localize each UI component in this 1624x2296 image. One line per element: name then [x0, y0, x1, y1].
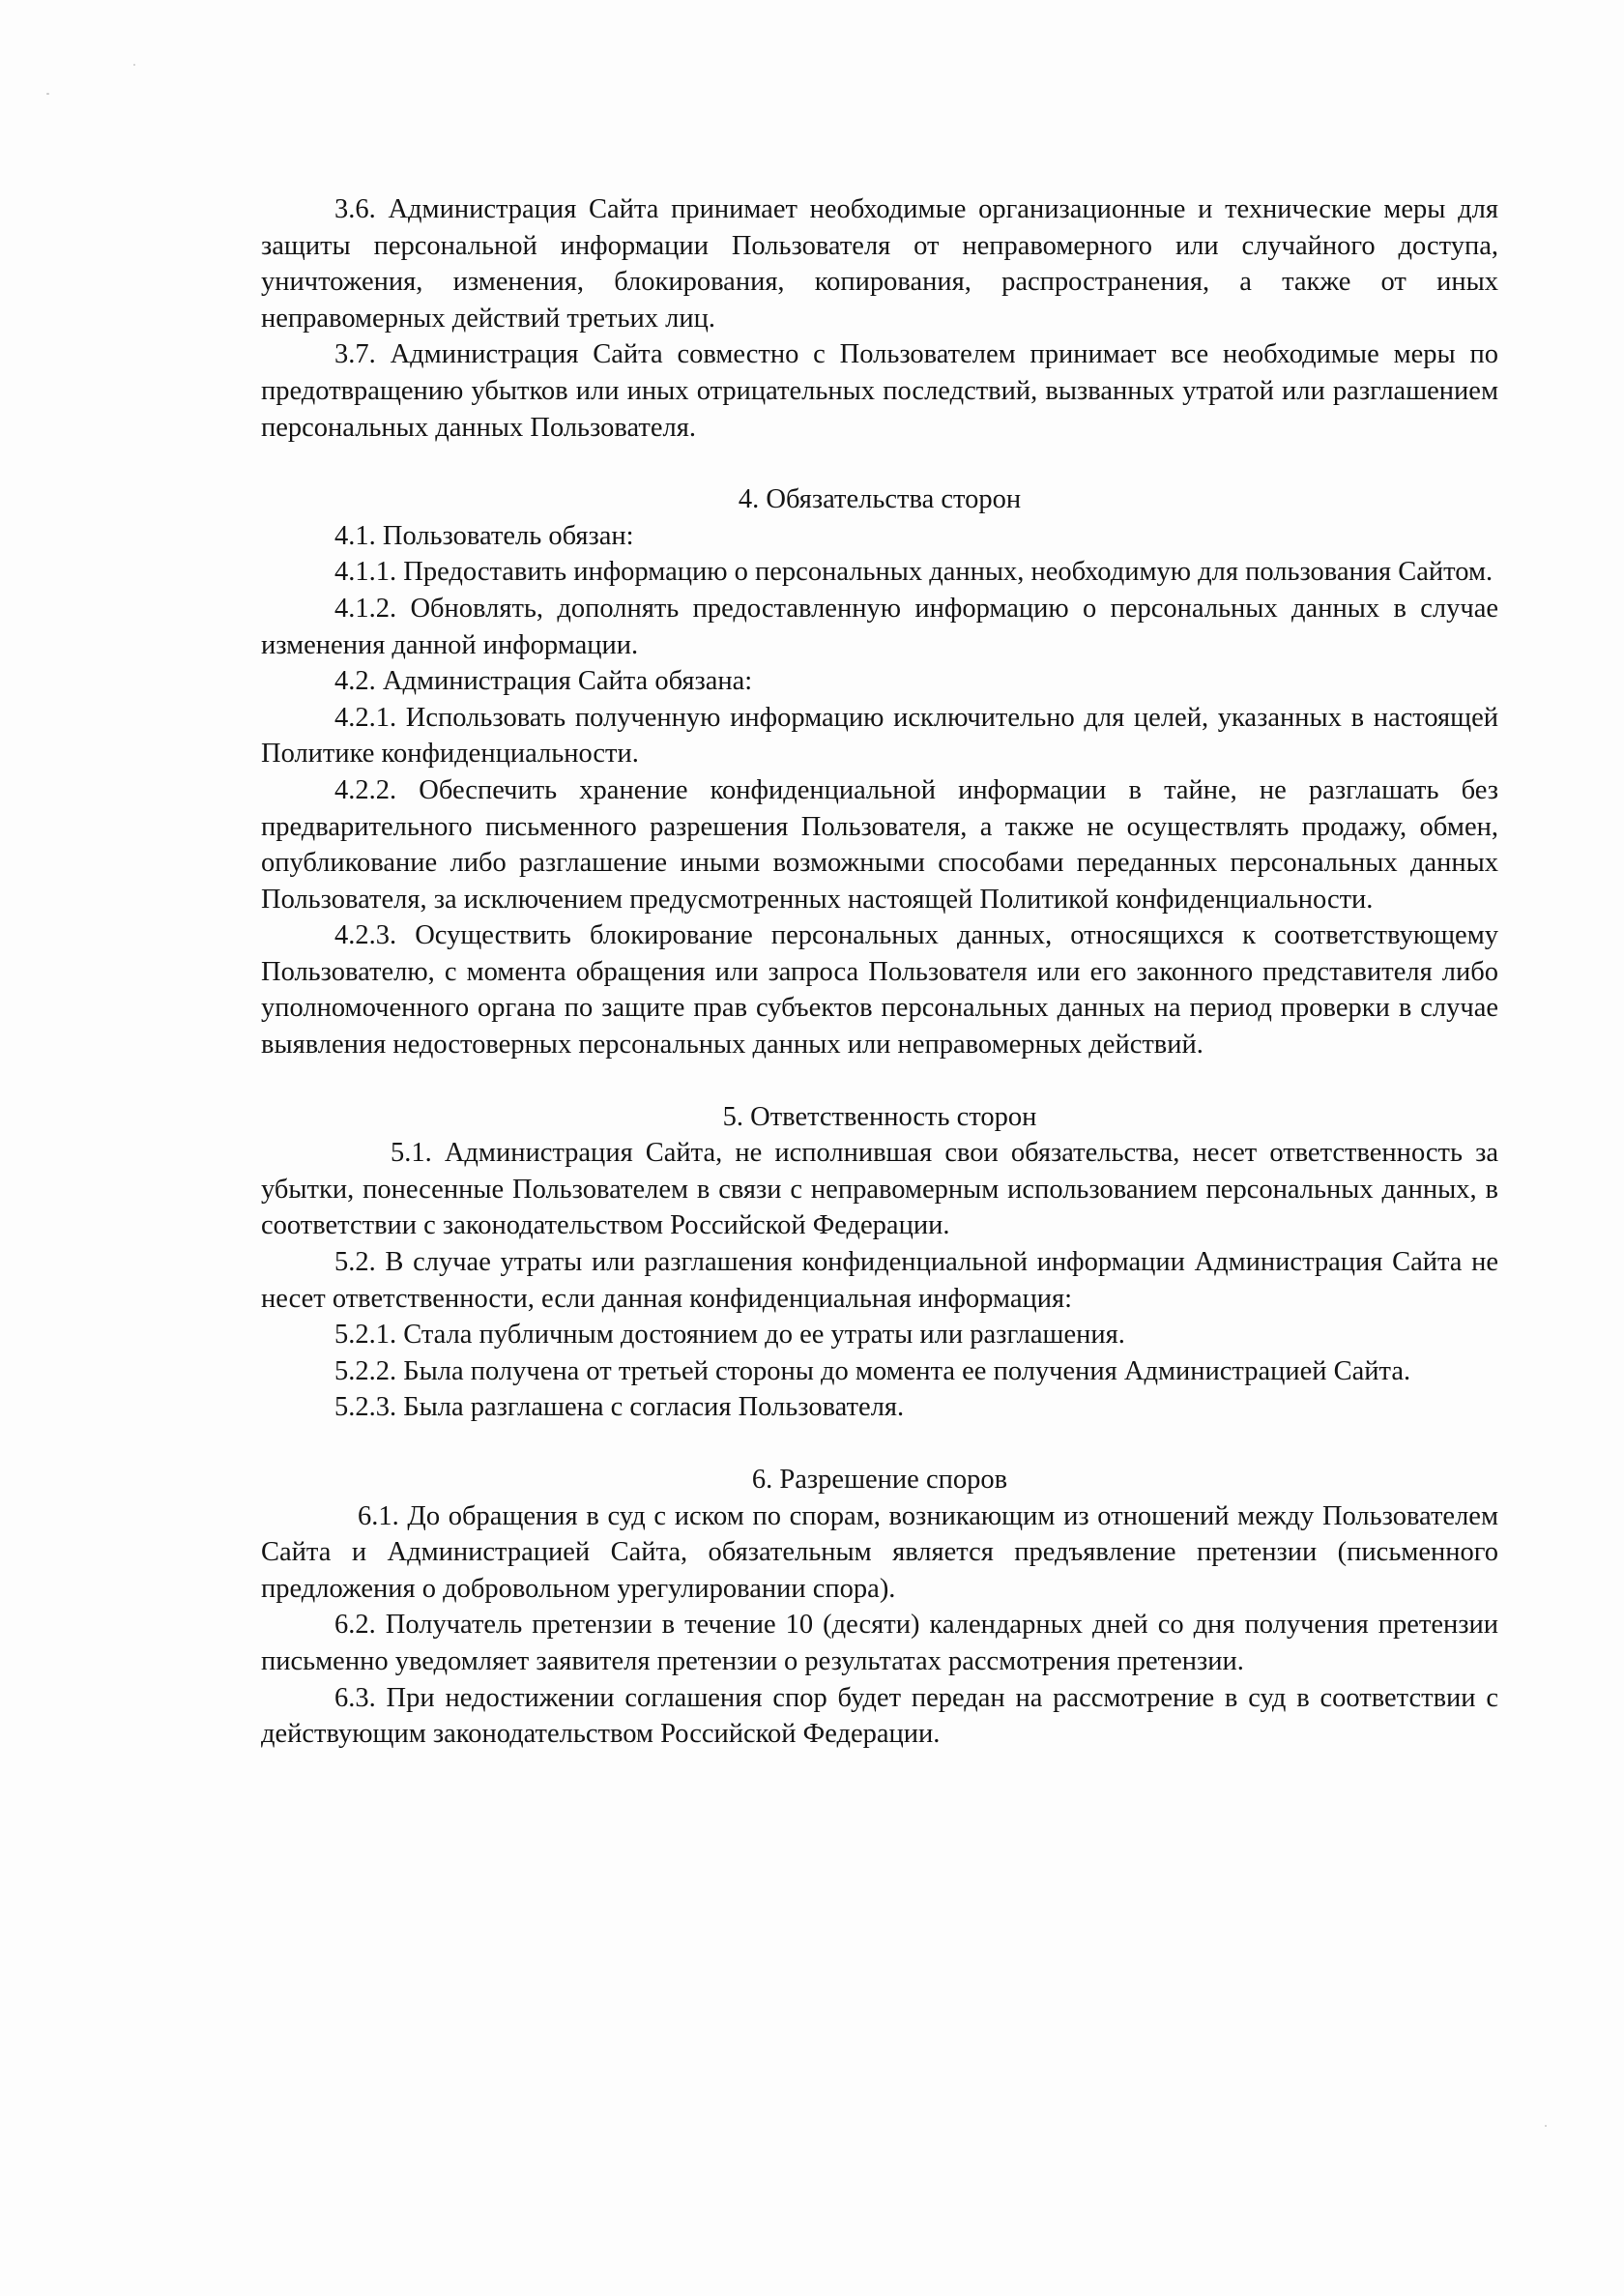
paragraph-4-2-2: 4.2.2. Обеспечить хранение конфиденциальной информации в тайне, не разглашать без предварительного письменного разрешения Пользователя, а также не осуществлять продажу, обмен, опубликование либо разглашение иными возможными способами переданных персональных данных Пользователя, за исключением предусмотренных настоящей Политикой конфиденциальности. [261, 774, 1498, 915]
paragraph-5-1: 5.1. Администрация Сайта, не исполнившая свои обязательства, несет ответственность за убытки, понесенные Пользователем в связи с неправомерным использованием персональных данных, в соответствии с законодательством Российской Федерации. [261, 1138, 1498, 1241]
paragraph-4-1: 4.1. Пользователь обязан: [334, 520, 634, 551]
paragraph-4-1-1: 4.1.1. Предоставить информацию о персональных данных, необходимую для пользования Сайтом. [334, 557, 1494, 588]
section-5-heading: 5. Ответственность сторон [722, 1101, 1037, 1132]
paragraph-5-2-2: 5.2.2. Была получена от третьей стороны до момента ее получения Администрацией Сайта. [334, 1355, 1411, 1386]
section-4-heading: 4. Обязательства сторон [738, 484, 1022, 515]
document-body [261, 191, 1498, 1753]
paragraph-4-2-3: 4.2.3. Осуществить блокирование персональных данных, относящихся к соответствующему Пользователю, с момента обращения или запроса Пользователя или его законного представителя либо уполномоченного органа по защите прав субъектов персональных данных на период проверки в случае выявления недостоверных персональных данных или неправомерных действий. [261, 920, 1498, 1061]
paragraph-4-2: 4.2. Администрация Сайта обязана: [334, 666, 753, 697]
scan-speck [46, 93, 49, 95]
paragraph-3-7: 3.7. Администрация Сайта совместно с Пользователем принимает все необходимые меры по предотвращению убытков или иных отрицательных последствий, вызванных утратой или разглашением персональных данных Пользователя. [261, 339, 1498, 443]
paragraph-5-2-1: 5.2.1. Стала публичным достоянием до ее утраты или разглашения. [334, 1320, 1125, 1351]
paragraph-5-2: 5.2. В случае утраты или разглашения конфиденциальной информации Администрация Сайта не несет ответственности, если данная конфиденциальная информация: [261, 1247, 1498, 1314]
paragraph-6-3: 6.3. При недостижении соглашения спор будет передан на рассмотрение в суд в соответствии с действующим законодательством Российской Федерации. [261, 1682, 1498, 1750]
section-6-heading: 6. Разрешение споров [751, 1465, 1008, 1495]
scan-speck [1545, 2125, 1547, 2127]
paragraph-3-6: 3.6. Администрация Сайта принимает необходимые организационные и технические меры для защиты персональной информации Пользователя от неправомерного или случайного доступа, уничтожения, изменения, блокирования, копирования, распространения, а также от иных неправомерных действий третьих лиц. [261, 194, 1498, 334]
paragraph-5-2-3: 5.2.3. Была разглашена с согласия Пользователя. [334, 1392, 905, 1423]
scan-speck [133, 64, 135, 66]
paragraph-6-1: 6.1. До обращения в суд с иском по спорам, возникающим из отношений между Пользователем Сайта и Администрацией Сайта, обязательным является предъявление претензии (письменного предложения о добровольном урегулировании спора). [261, 1500, 1498, 1604]
paragraph-6-2: 6.2. Получатель претензии в течение 10 (десяти) календарных дней со дня получения претензии письменно уведомляет заявителя претензии о результатах рассмотрения претензии. [261, 1610, 1498, 1676]
paragraph-4-1-2: 4.1.2. Обновлять, дополнять предоставленную информацию о персональных данных в случае изменения данной информации. [261, 593, 1498, 660]
paragraph-4-2-1: 4.2.1. Использовать полученную информацию исключительно для целей, указанных в настоящей Политике конфиденциальности. [261, 702, 1498, 770]
